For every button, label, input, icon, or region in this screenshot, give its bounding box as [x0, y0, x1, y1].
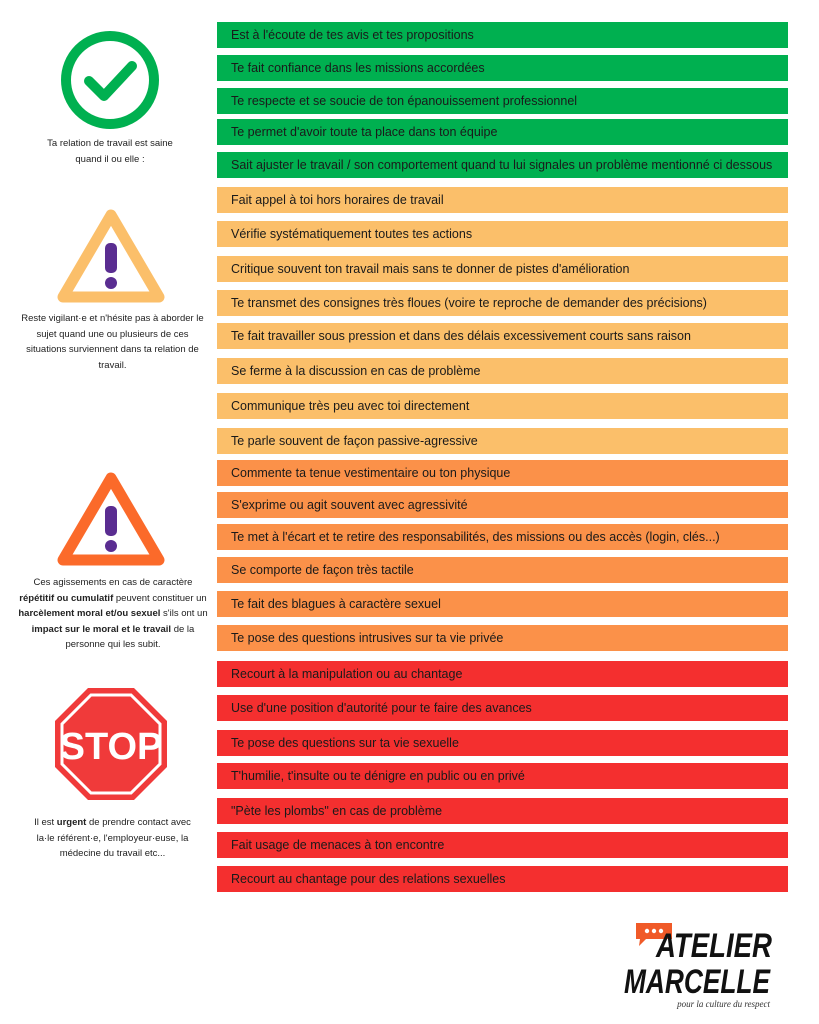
harassment-item: Se comporte de façon très tactile [217, 557, 788, 583]
warning-triangle-icon [55, 205, 167, 305]
atelier-marcelle-logo [620, 915, 780, 1015]
harassment-item: Te pose des questions intrusives sur ta vie privée [217, 625, 788, 651]
logo-line2: MARCELLE [624, 963, 772, 1001]
vigilance-item: Te parle souvent de façon passive-agressive [217, 428, 788, 454]
harassment-item: S'exprime ou agit souvent avec agressivité [217, 492, 788, 518]
harassment-item: Commente ta tenue vestimentaire ou ton physique [217, 460, 788, 486]
urgent-item: "Pète les plombs" en cas de problème [217, 798, 788, 824]
urgent-item: Recourt à la manipulation ou au chantage [217, 661, 788, 687]
urgent-caption-text: de prendre contact avec la·le référent·e, l'employeur·euse, la médecine du travail etc... [36, 817, 191, 859]
harassment-caption-text: s'ils ont un [160, 608, 208, 619]
harassment-caption-text: Ces agissements en cas de caractère [33, 577, 193, 588]
healthy-item: Te fait confiance dans les missions accordées [217, 55, 788, 81]
urgent-item: Fait usage de menaces à ton encontre [217, 832, 788, 858]
vigilance-item: Te transmet des consignes très floues (voire te reproche de demander des précisions) [217, 290, 788, 316]
harassment-caption-text: peuvent constituer un [113, 592, 207, 604]
harassment-caption-bold: répétitif ou cumulatif [19, 592, 114, 604]
urgent-item: Te pose des questions sur ta vie sexuelle [217, 730, 788, 756]
harassment-caption-bold: impact sur le moral et le travail [31, 623, 172, 635]
harassment-item: Te met à l'écart et te retire des responsabilités, des missions ou des accès (login, clés...) [217, 524, 788, 550]
alert-triangle-icon [55, 468, 167, 568]
healthy-item: Est à l'écoute de tes avis et tes propositions [217, 22, 788, 48]
vigilance-caption: Reste vigilant·e et n'hésite pas à aborder le sujet quand une ou plusieurs de ces situations surviennent dans ta relation de travail. [21, 313, 204, 371]
urgent-caption [30, 815, 195, 862]
logo-tagline: pour la culture du respect [677, 999, 770, 1009]
vigilance-item: Vérifie systématiquement toutes tes actions [217, 221, 788, 247]
logo-line1: ATELIER [655, 927, 773, 965]
vigilance-item: Te fait travailler sous pression et dans des délais excessivement courts sans raison [217, 323, 788, 349]
urgent-item: Use d'une position d'autorité pour te faire des avances [217, 695, 788, 721]
harassment-caption-text: de la personne qui les subit. [65, 623, 195, 650]
check-circle-icon [60, 30, 160, 130]
harassment-caption [18, 575, 208, 653]
urgent-item: Recourt au chantage pour des relations sexuelles [217, 866, 788, 892]
healthy-item: Te respecte et se soucie de ton épanouissement professionnel [217, 88, 788, 114]
stop-sign-label: STOP [59, 726, 163, 768]
urgent-caption-bold: urgent [56, 817, 87, 828]
stop-sign-icon [52, 685, 170, 803]
vigilance-item: Critique souvent ton travail mais sans te donner de pistes d'amélioration [217, 256, 788, 282]
healthy-caption: Ta relation de travail est saine quand il ou elle : [47, 138, 173, 165]
healthy-item: Sait ajuster le travail / son comportement quand tu lui signales un problème mentionné ci dessous [217, 152, 788, 178]
vigilance-item: Fait appel à toi hors horaires de travail [217, 187, 788, 213]
harassment-caption-bold: harcèlement moral et/ou sexuel [18, 608, 161, 619]
vigilance-item: Communique très peu avec toi directement [217, 393, 788, 419]
vigilance-item: Se ferme à la discussion en cas de problème [217, 358, 788, 384]
urgent-item: T'humilie, t'insulte ou te dénigre en public ou en privé [217, 763, 788, 789]
urgent-caption-text: Il est [34, 817, 57, 828]
healthy-item: Te permet d'avoir toute ta place dans ton équipe [217, 119, 788, 145]
harassment-item: Te fait des blagues à caractère sexuel [217, 591, 788, 617]
